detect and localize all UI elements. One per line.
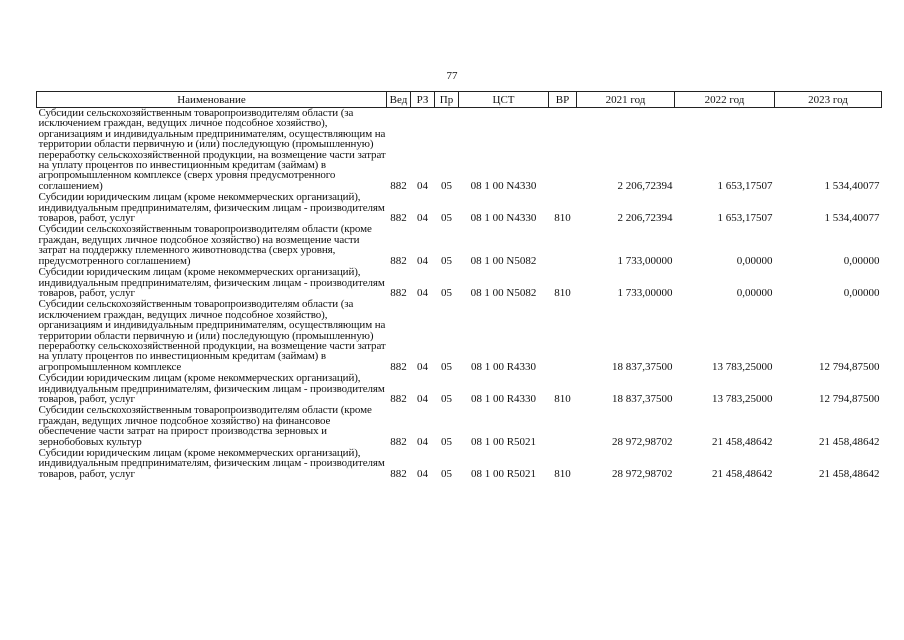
- row-ved: 882: [390, 392, 407, 405]
- row-2021: 28 972,98702: [612, 435, 673, 448]
- row-cst: 08 1 00 N4330: [470, 179, 537, 192]
- row-2022: 0,00000: [736, 286, 773, 299]
- row-2023: 12 794,87500: [819, 392, 880, 405]
- row-vr: 810: [554, 392, 571, 405]
- row-name-text: Субсидии сельскохозяйственным товаропроизводителям области (за исключением граждан, ведущих личное подсобное хозяйство), организациям и индивидуальным предпринимателям, осуществляющим на территории области первичную и (или) последующую (промышленную) переработку сельскохозяйственной продукции, на возмещение части затрат на уплату процентов по инвестиционным кредитам (займам) в агропромышленном комплексе (сверх уровня предусмотренного соглашением): [38, 107, 386, 192]
- row-rz: 04: [417, 392, 428, 405]
- row-cst: 08 1 00 N5082: [470, 286, 537, 299]
- row-2021: 1 733,00000: [617, 286, 673, 299]
- row-cst: 08 1 00 R4330: [470, 392, 537, 405]
- row-vr: 810: [554, 212, 571, 225]
- row-pr: 05: [441, 360, 452, 373]
- row-cst: 08 1 00 N4330: [470, 212, 537, 225]
- row-2021: 18 837,37500: [612, 392, 673, 405]
- table-body: [37, 108, 882, 481]
- row-ved: 882: [390, 435, 407, 448]
- header-pr: Пр: [435, 92, 459, 108]
- row-cst: 08 1 00 R5021: [470, 467, 537, 480]
- row-ved: 882: [390, 467, 407, 480]
- row-2022: 0,00000: [736, 254, 773, 267]
- row-2022: 1 653,17507: [717, 212, 773, 225]
- header-row: [37, 92, 882, 108]
- row-pr: 05: [441, 179, 452, 192]
- table-row: [37, 405, 882, 448]
- row-rz: 04: [417, 467, 428, 480]
- row-2023: 12 794,87500: [819, 360, 880, 373]
- row-name-text: Субсидии сельскохозяйственным товаропроизводителям области (кроме граждан, ведущих личное подсобное хозяйство) на финансовое обеспечение части затрат на прирост производства зерновых и зернобобовых культур: [38, 404, 372, 448]
- table-row: [37, 108, 882, 193]
- row-2021: 1 733,00000: [617, 254, 673, 267]
- row-rz: 04: [417, 212, 428, 225]
- table-row: [37, 299, 882, 373]
- table-row: [37, 192, 882, 224]
- header-name: Наименование: [37, 92, 387, 108]
- budget-table: [36, 91, 882, 480]
- row-rz: 04: [417, 179, 428, 192]
- row-cst: 08 1 00 R4330: [470, 360, 537, 373]
- row-2021: 18 837,37500: [612, 360, 673, 373]
- row-name-text: Субсидии юридическим лицам (кроме некоммерческих организаций), индивидуальным предпринимателям, физическим лицам - производителям товаров, работ, услуг: [38, 447, 385, 480]
- table-row: [37, 373, 882, 405]
- row-vr: [549, 224, 577, 267]
- row-cst: 08 1 00 N5082: [470, 254, 537, 267]
- row-ved: 882: [390, 179, 407, 192]
- row-2021: 28 972,98702: [612, 467, 673, 480]
- row-name: [37, 299, 387, 373]
- table-row: [37, 448, 882, 480]
- row-vr: 810: [554, 467, 571, 480]
- header-rz: РЗ: [411, 92, 435, 108]
- row-2022: 21 458,48642: [712, 435, 773, 448]
- row-name: [37, 448, 387, 480]
- row-name-text: Субсидии юридическим лицам (кроме некоммерческих организаций), индивидуальным предпринимателям, физическим лицам - производителям товаров, работ, услуг: [38, 266, 385, 299]
- row-2023: 0,00000: [843, 286, 880, 299]
- header-2023: 2023 год: [775, 92, 882, 108]
- row-ved: 882: [390, 360, 407, 373]
- row-pr: 05: [441, 212, 452, 225]
- row-name-text: Субсидии юридическим лицам (кроме некоммерческих организаций), индивидуальным предпринимателям, физическим лицам - производителям товаров, работ, услуг: [38, 191, 385, 225]
- row-ved: 882: [390, 254, 407, 267]
- row-name: [37, 224, 387, 267]
- row-2021: 2 206,72394: [617, 212, 673, 225]
- table-row: [37, 224, 882, 267]
- row-name-text: Субсидии сельскохозяйственным товаропроизводителям области (за исключением граждан, ведущих личное подсобное хозяйство), организациям и индивидуальным предпринимателям, осуществляющим на территории области первичную и (или) последующую (промышленную) переработку сельскохозяйственной продукции, на возмещение части затрат на уплату процентов по инвестиционным кредитам (займам) в агропромышленном комплексе: [38, 298, 386, 373]
- row-rz: 04: [417, 286, 428, 299]
- row-ved: 882: [390, 286, 407, 299]
- row-pr: 05: [441, 435, 452, 448]
- row-cst: 08 1 00 R5021: [470, 435, 537, 448]
- header-cst: ЦСТ: [459, 92, 549, 108]
- header-vr: ВР: [549, 92, 577, 108]
- row-name: [37, 373, 387, 405]
- page-number: 77: [446, 70, 458, 82]
- row-2023: 21 458,48642: [819, 435, 880, 448]
- header-2021: 2021 год: [577, 92, 675, 108]
- row-2022: 21 458,48642: [712, 467, 773, 480]
- row-2022: 13 783,25000: [712, 360, 773, 373]
- row-name-text: Субсидии юридическим лицам (кроме некоммерческих организаций), индивидуальным предпринимателям, физическим лицам - производителям товаров, работ, услуг: [38, 372, 385, 405]
- row-vr: 810: [554, 286, 571, 299]
- row-name-text: Субсидии сельскохозяйственным товаропроизводителям области (кроме граждан, ведущих личное подсобное хозяйство) на возмещение части затрат на поддержку племенного животноводства (сверх уровня, предусмотренного соглашением): [38, 223, 372, 267]
- row-vr: [549, 299, 577, 373]
- table-header: [37, 92, 882, 108]
- row-rz: 04: [417, 435, 428, 448]
- table-row: [37, 267, 882, 299]
- row-2023: 21 458,48642: [819, 467, 880, 480]
- row-name: [37, 108, 387, 193]
- row-rz: 04: [417, 360, 428, 373]
- row-name: [37, 405, 387, 448]
- row-2023: 1 534,40077: [824, 179, 880, 192]
- row-pr: 05: [441, 286, 452, 299]
- row-name: [37, 267, 387, 299]
- row-vr: [549, 108, 577, 193]
- row-pr: 05: [441, 254, 452, 267]
- row-2022: 1 653,17507: [717, 179, 773, 192]
- row-pr: 05: [441, 467, 452, 480]
- row-vr: [549, 405, 577, 448]
- row-pr: 05: [441, 392, 452, 405]
- row-2021: 2 206,72394: [617, 179, 673, 192]
- header-2022: 2022 год: [675, 92, 775, 108]
- header-ved: Вед: [387, 92, 411, 108]
- row-rz: 04: [417, 254, 428, 267]
- row-ved: 882: [390, 212, 407, 225]
- row-2023: 1 534,40077: [824, 212, 880, 225]
- row-name: [37, 192, 387, 224]
- row-2022: 13 783,25000: [712, 392, 773, 405]
- row-2023: 0,00000: [843, 254, 880, 267]
